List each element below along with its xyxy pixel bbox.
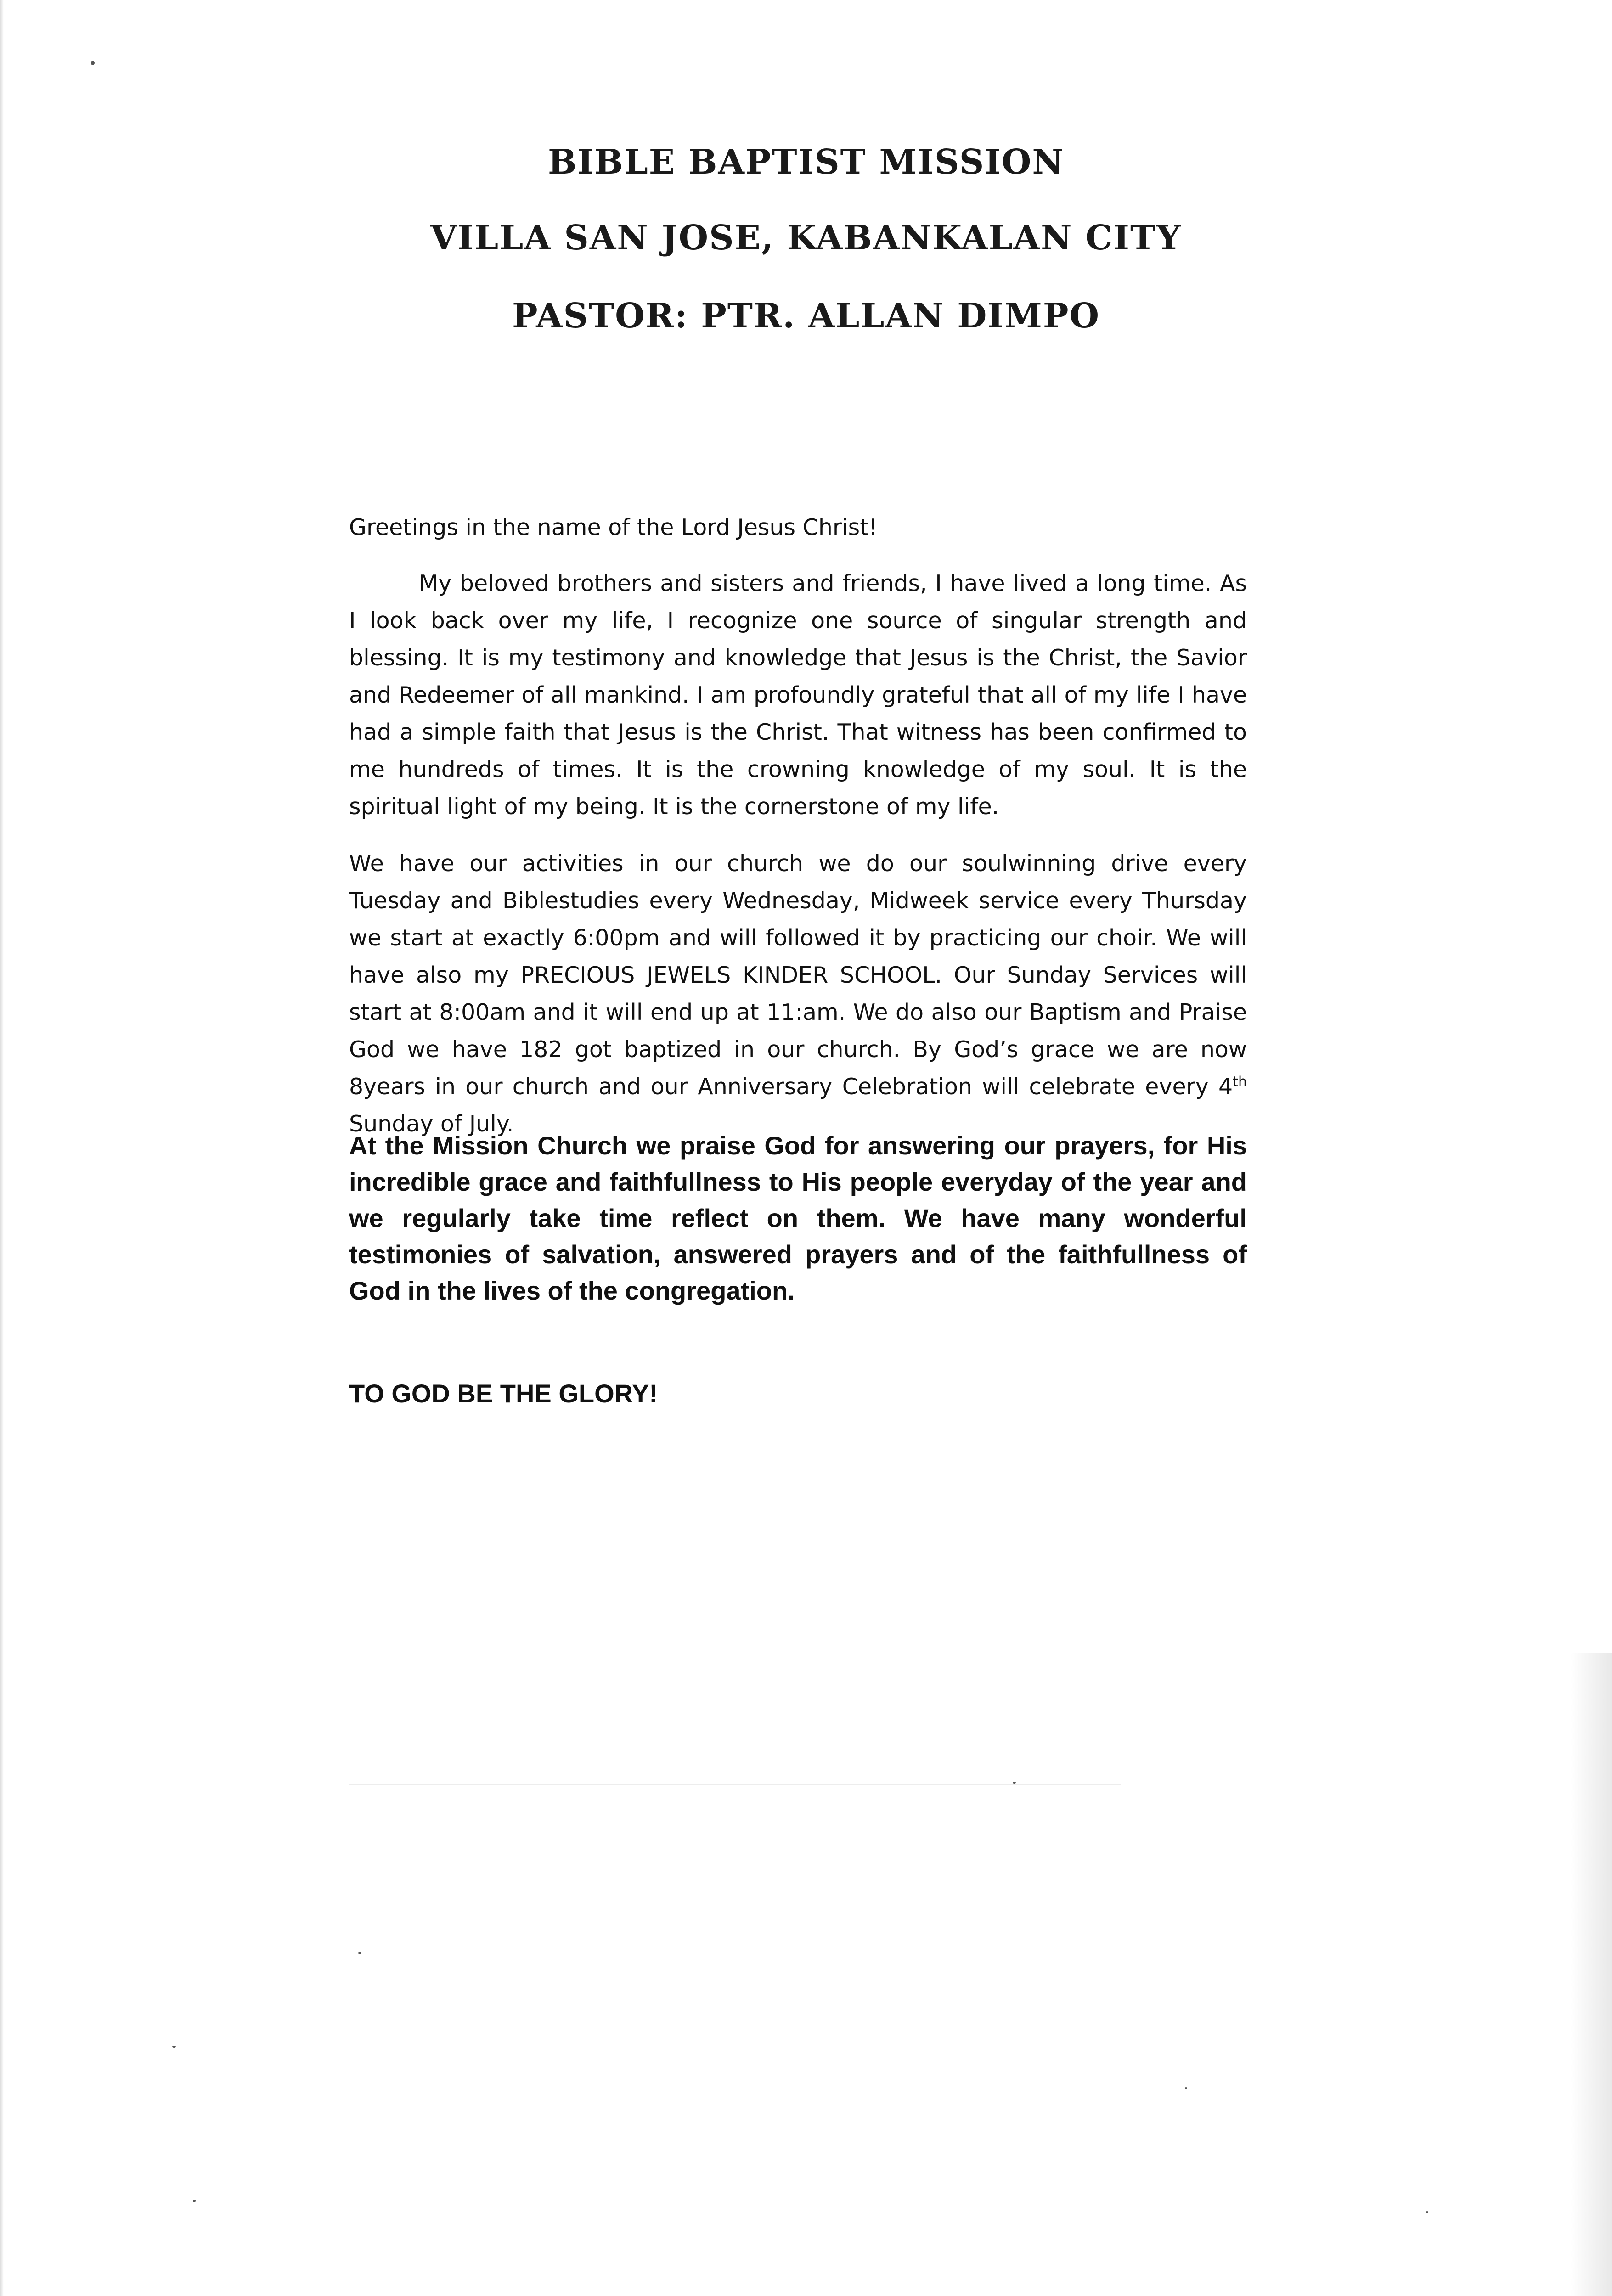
scan-speck — [1185, 2087, 1187, 2089]
pastor-heading: PASTOR: PTR. ALLAN DIMPO — [512, 296, 1100, 336]
ordinal-suffix: th — [1233, 1074, 1247, 1090]
testimony-paragraph: My beloved brothers and sisters and friends, I have lived a long time. As I look back over my life, I recognize one source of singular strength and blessing. It is my testimony and knowledge that Jesus is the Christ, the Savior and Redeemer of all mankind. I am profoundly grateful that all of my life I have had a simple faith that Jesus is the Christ. That witness has been confirmed to me hundreds of times. It is the crowning knowledge of my soul. It is the spiritual light of my being. It is the cornerstone of my life. — [349, 570, 1247, 820]
church-location-heading: VILLA SAN JOSE, KABANKALAN CITY — [430, 218, 1182, 258]
greeting-line: Greetings in the name of the Lord Jesus Christ! — [349, 514, 878, 540]
scan-speck — [91, 61, 95, 65]
scan-speck — [172, 2046, 176, 2048]
activities-paragraph — [349, 845, 1247, 1142]
scan-speck — [358, 1952, 361, 1954]
scan-speck — [193, 2200, 196, 2202]
scan-edge-shadow-left — [0, 0, 4, 2296]
activities-text: We have our activities in our church we do our soulwinning drive every Tuesday and Biblestudies every Wednesday, Midweek service every Thursday we start at exactly 6:00pm and will followed it by practicing our choir. We will have also my PRECIOUS JEWELS KINDER SCHOOL. Our Sunday Services will start at 8:00am and it will end up at 11:am. We do also our Baptism and Praise God we have 182 got baptized in our church. By God’s grace we are now 8years in our church and our Anniversary Celebration will celebrate every 4 — [349, 850, 1247, 1100]
activities-text-end: Sunday of July. — [349, 1111, 514, 1137]
scan-edge-shadow-right — [1571, 1653, 1612, 2296]
faint-scan-line — [349, 1784, 1121, 1785]
scan-speck — [1013, 1782, 1016, 1784]
church-name-heading: BIBLE BAPTIST MISSION — [548, 142, 1064, 182]
closing-line: TO GOD BE THE GLORY! — [349, 1379, 658, 1408]
praise-paragraph: At the Mission Church we praise God for answering our prayers, for His incredible grace and faithfullness to His people everyday of the year and we regularly take time reflect on them. We have many wonderful testimonies of salvation, answered prayers and of the faithfullness of God in the lives of the congregation. — [349, 1131, 1247, 1305]
scan-speck — [1426, 2211, 1428, 2213]
